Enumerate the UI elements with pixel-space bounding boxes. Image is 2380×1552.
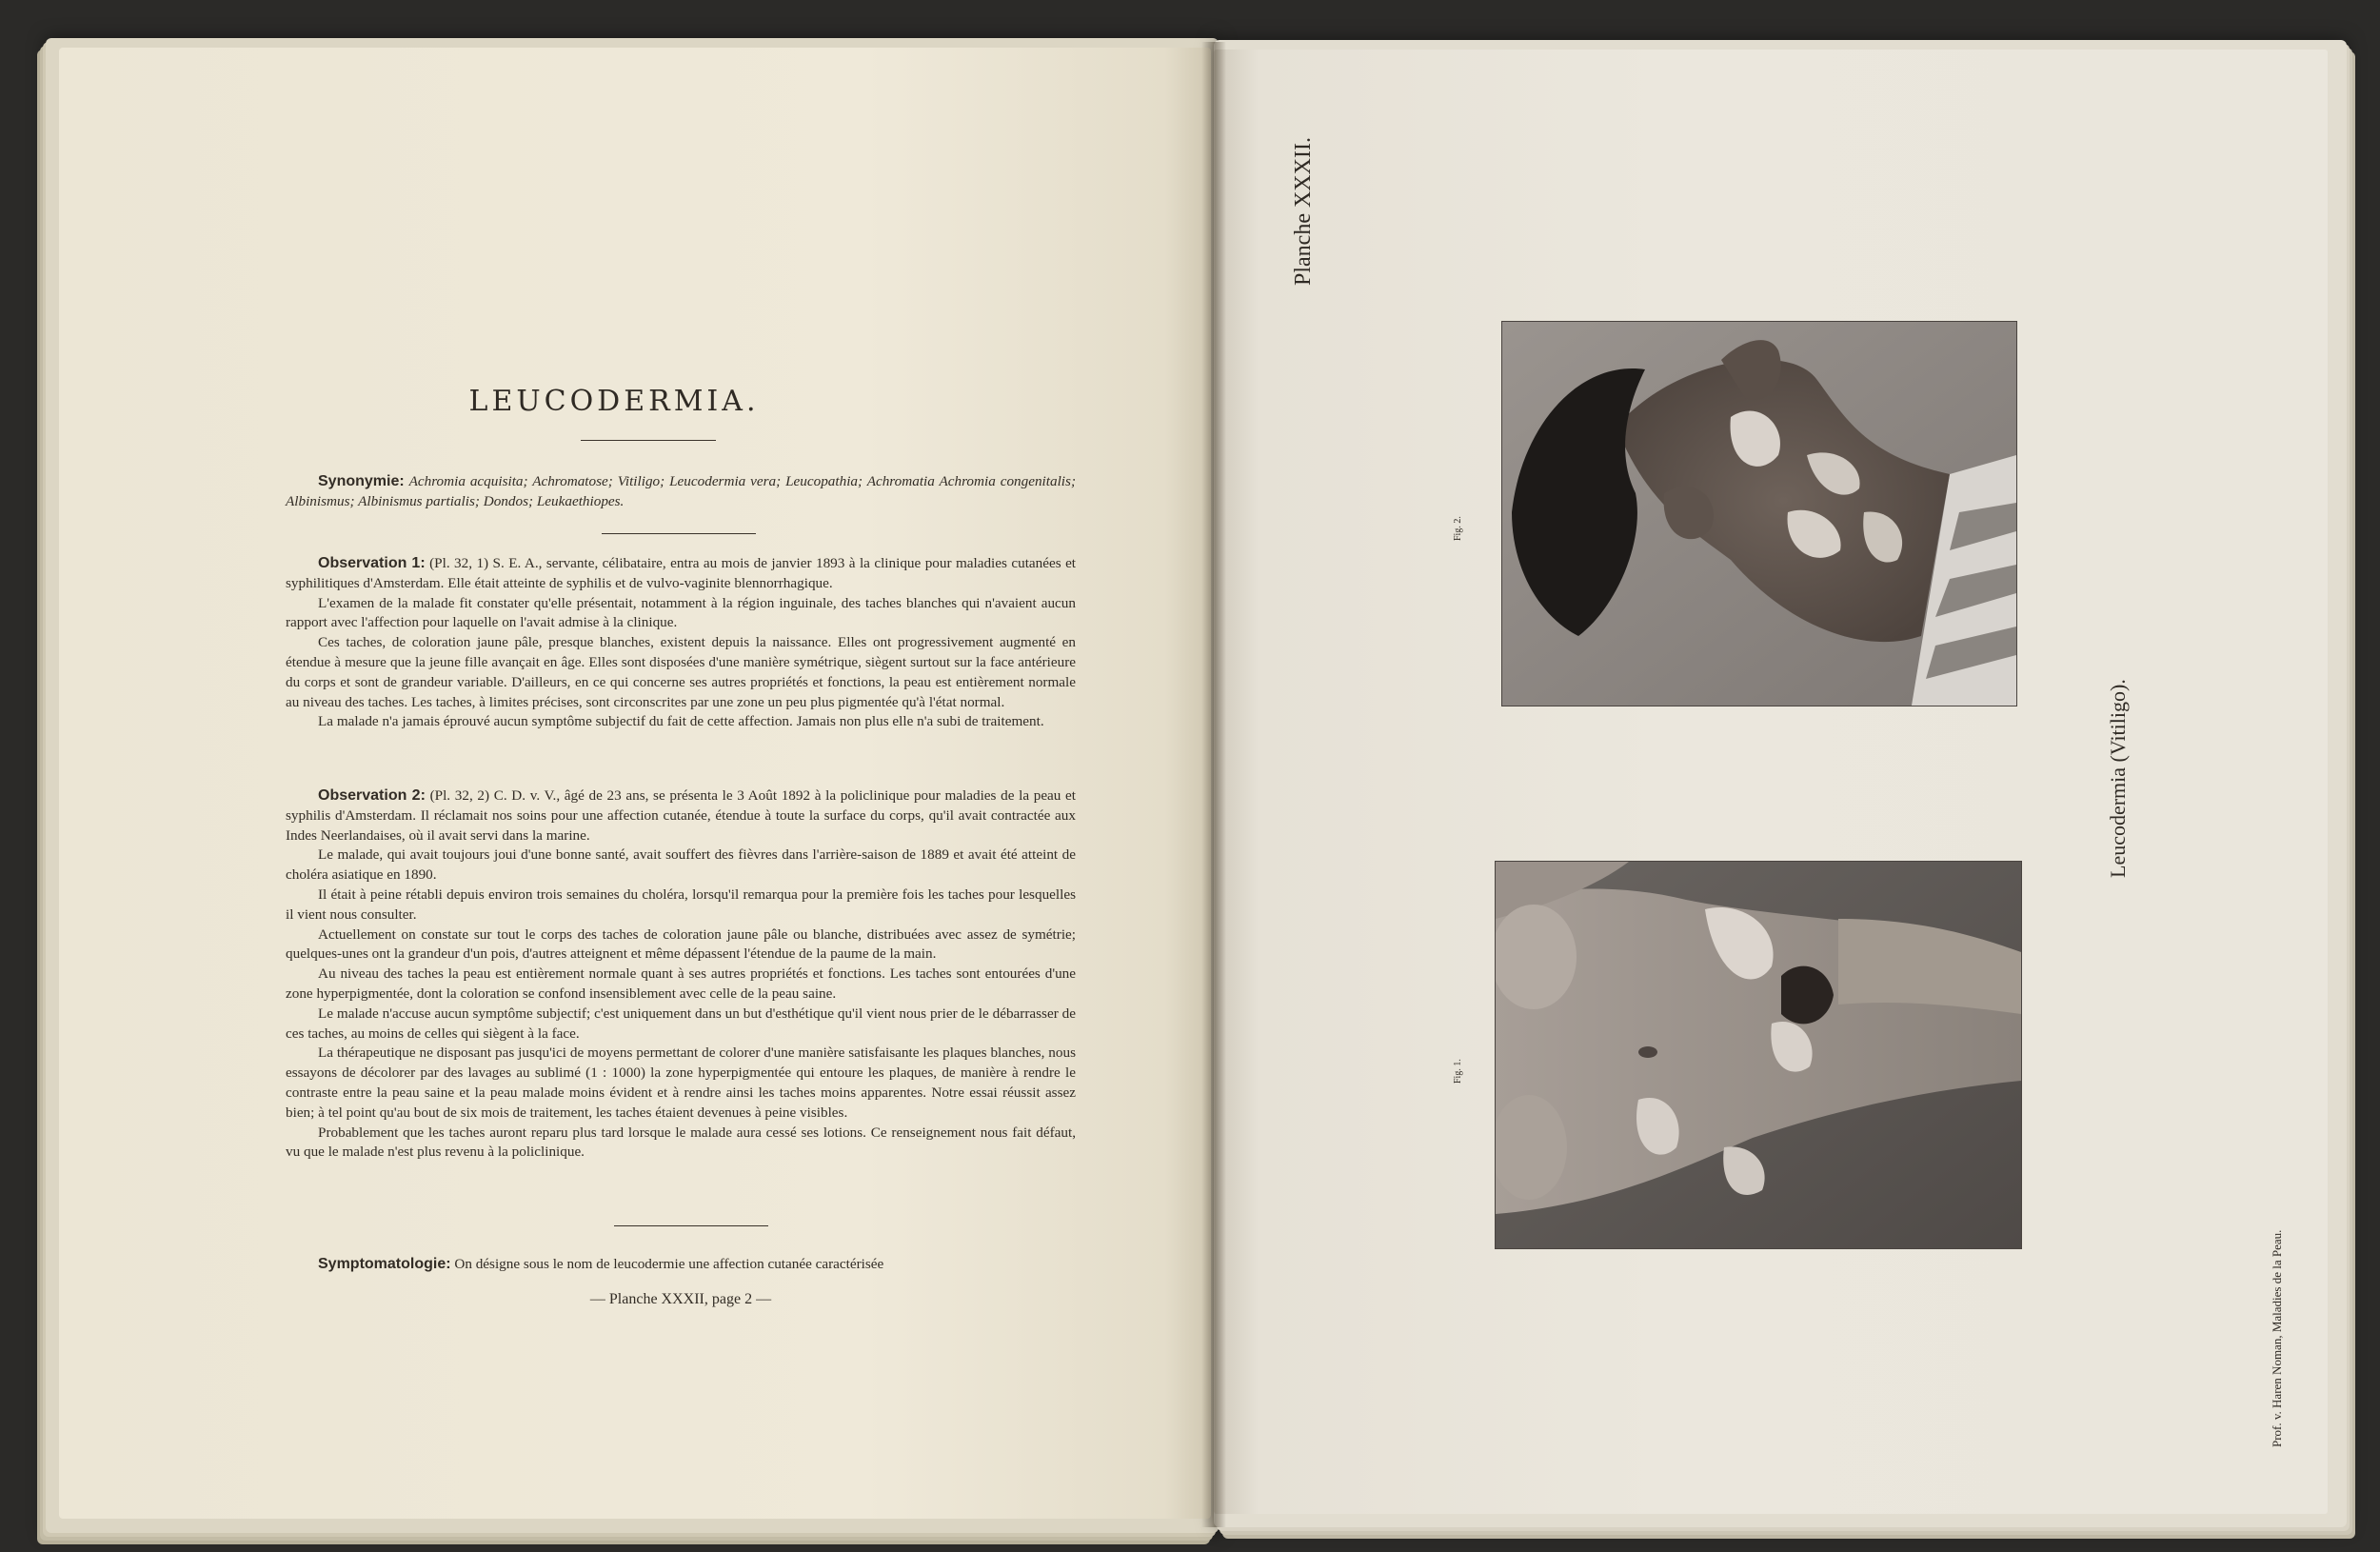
observation2-p3: Il était à peine rétabli depuis environ trois semaines du choléra, lorsqu'il remarqua pour la première fois les taches pour lesquelles il vient nous consulter. [286,885,1076,923]
synonymie-rule [602,533,756,534]
symptomatologie-section [286,1255,1076,1275]
observation2-p5: Au niveau des taches la peau est entièrement normale quant à ses autres propriétés et fonctions. Les taches sont entourées d'une zone hyperpigmentée, dont la coloration se confond insensiblement avec celle de la peau saine. [286,965,1076,1002]
observation1-label: Observation 1: [318,555,426,571]
observation2-p7: La thérapeutique ne disposant pas jusqu'ici de moyens permettant de colorer d'une manière satisfaisante les plaques blanches, nous essayons de décolorer par des lavages au sublimé (1 : 1000) la zone hyperpigmentée qui entoure les plaques, de manière à rendre le contraste entre la peau saine et la peau malade moins évident et à rendre ainsi les taches moins apparentes. Notre essai réussit assez bien; à tel point qu'au bout de six mois de traitement, les taches étaient devenues à peine visibles. [286,1045,1076,1121]
synonymie-text: Achromia acquisita; Achromatose; Vitiligo; Leucodermia vera; Leucopathia; Achromatia Achromia congenitalis; Albinismus; Albinismus partialis; Dondos; Leukaethiopes. [286,473,1076,509]
synonymie-label: Synonymie: [318,473,405,489]
fig1-label: Fig. 1. [1453,1059,1463,1084]
observation1-p1: (Pl. 32, 1) S. E. A., servante, célibataire, entra au mois de janvier 1893 à la clinique pour maladies cutanées et syphilitiques d'Amsterdam. Elle était atteinte de syphilis et de vulvo-vaginite blennorrhagique. [286,555,1077,591]
observation2-p4: Actuellement on constate sur tout le corps des taches de coloration jaune pâle ou blanche, distribuées avec assez de symétrie; quelques-unes ont la grandeur d'un pois, d'autres atteignent et même dépassent l'étendue de la paume de la main. [286,925,1076,963]
book-gutter [1201,42,1226,1527]
fig1-photo [1496,862,2021,1248]
fig2-label: Fig. 2. [1453,516,1463,541]
plate-label: Planche XXXII. [1291,137,1316,286]
observation2-p6: Le malade n'accuse aucun symptôme subjectif; c'est uniquement dans un but d'esthétique qu'il vient nous prier de le débarrasser de ces taches, au moins de celles qui siègent à la face. [286,1005,1076,1042]
observation1-section [286,554,1076,732]
symptomatologie-label: Symptomatologie: [318,1256,451,1272]
page-title: LEUCODERMIA. [468,385,760,418]
observation2-section [286,786,1076,1163]
observation-rule [614,1225,768,1226]
fig2-photo [1502,322,2016,706]
observation2-label: Observation 2: [318,787,426,804]
observation2-p1: (Pl. 32, 2) C. D. v. V., âgé de 23 ans, se présenta le 3 Août 1892 à la policlinique pour maladies de la peau et syphilis d'Amsterdam. Il réclamait nos soins pour une affection cutanée, étendue à toute la surface du corps, qu'il avait contractée aux Indes Neerlandaises, où il avait servi dans la marine. [286,787,1077,844]
observation1-p3: Ces taches, de coloration jaune pâle, presque blanches, existent depuis la naissance. Elles ont progressivement augmenté en étendue à mesure que la jeune fille avançait en âge. Elles sont disposées d'une manière symétrique, siègent surtout sur la face antérieure du corps et sont de grandeur variable. D'ailleurs, en ce qui concerne ses autres propriétés et fonctions, la peau est entièrement normale au niveau des taches. Les taches, à limites précises, sont circonscrites par une zone un peu plus pigmentée qu'à l'état normal. [286,634,1076,710]
plate-credit: Prof. v. Haren Noman, Maladies de la Peau. [2270,1229,2284,1447]
right-page [1214,50,2328,1514]
synonymie-section [286,472,1076,512]
symptomatologie-text: On désigne sous le nom de leucodermie une affection cutanée caractérisée [454,1256,884,1272]
page-footer: — Planche XXXII, page 2 — [589,1291,772,1307]
observation2-p8: Probablement que les taches auront reparu plus tard lorsque le malade aura cessé ses lotions. Ce renseignement nous fait défaut, vu que le malade n'est plus revenu à la policlinique. [286,1124,1076,1161]
observation2-p2: Le malade, qui avait toujours joui d'une bonne santé, avait souffert des fièvres dans l'arrière-saison de 1889 et avait été atteint de choléra asiatique en 1890. [286,846,1076,884]
plate-title: Leucodermia (Vitiligo). [2106,679,2130,878]
title-rule [581,440,716,441]
observation1-p4: La malade n'a jamais éprouvé aucun symptôme subjectif du fait de cette affection. Jamais non plus elle n'a subi de traitement. [318,713,1044,730]
observation1-p2: L'examen de la malade fit constater qu'elle présentait, notamment à la région inguinale, des taches blanches qui n'avaient aucun rapport avec l'affection pour laquelle on l'avait admise à la clinique. [286,594,1076,631]
